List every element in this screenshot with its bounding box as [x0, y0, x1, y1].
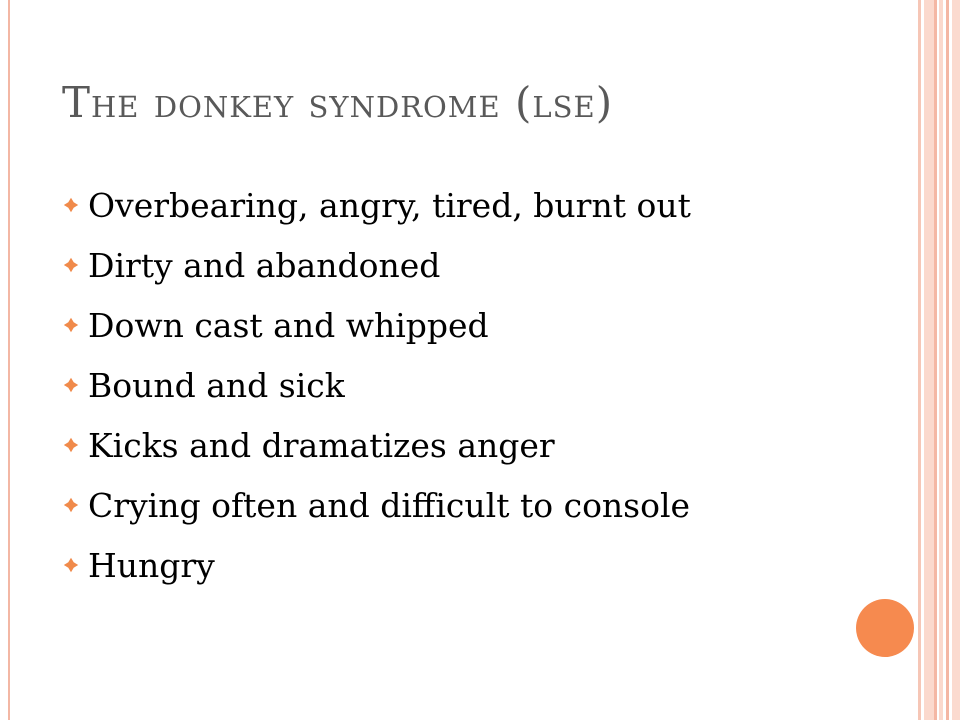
bullet-text: Kicks and dramatizes anger — [88, 425, 555, 465]
bullet-text: Dirty and abandoned — [88, 245, 441, 285]
right-decor-band — [946, 0, 949, 720]
right-decor-band — [952, 0, 960, 720]
bullet-item — [62, 415, 691, 475]
diamond-bullet-icon — [62, 436, 80, 454]
right-decor-band — [924, 0, 934, 720]
right-decor-band — [918, 0, 921, 720]
bullet-item — [62, 535, 691, 595]
bullet-item — [62, 355, 691, 415]
bullet-text: Overbearing, angry, tired, burnt out — [88, 185, 691, 225]
bullet-text: Hungry — [88, 545, 215, 585]
bullet-item — [62, 475, 691, 535]
diamond-bullet-icon — [62, 496, 80, 514]
diamond-bullet-icon — [62, 376, 80, 394]
bullet-text: Down cast and whipped — [88, 305, 489, 345]
diamond-bullet-icon — [62, 316, 80, 334]
right-decor-band — [934, 0, 937, 720]
decorative-orange-circle — [856, 599, 914, 657]
bullet-list — [62, 175, 691, 595]
bullet-item — [62, 175, 691, 235]
bullet-item — [62, 295, 691, 355]
bullet-text: Bound and sick — [88, 365, 345, 405]
diamond-bullet-icon — [62, 256, 80, 274]
bullet-text: Crying often and difficult to console — [88, 485, 691, 525]
left-border-line — [8, 0, 10, 720]
diamond-bullet-icon — [62, 556, 80, 574]
slide-title: The donkey syndrome (lse) — [62, 78, 614, 127]
bullet-item — [62, 235, 691, 295]
right-decor-band — [939, 0, 943, 720]
diamond-bullet-icon — [62, 196, 80, 214]
